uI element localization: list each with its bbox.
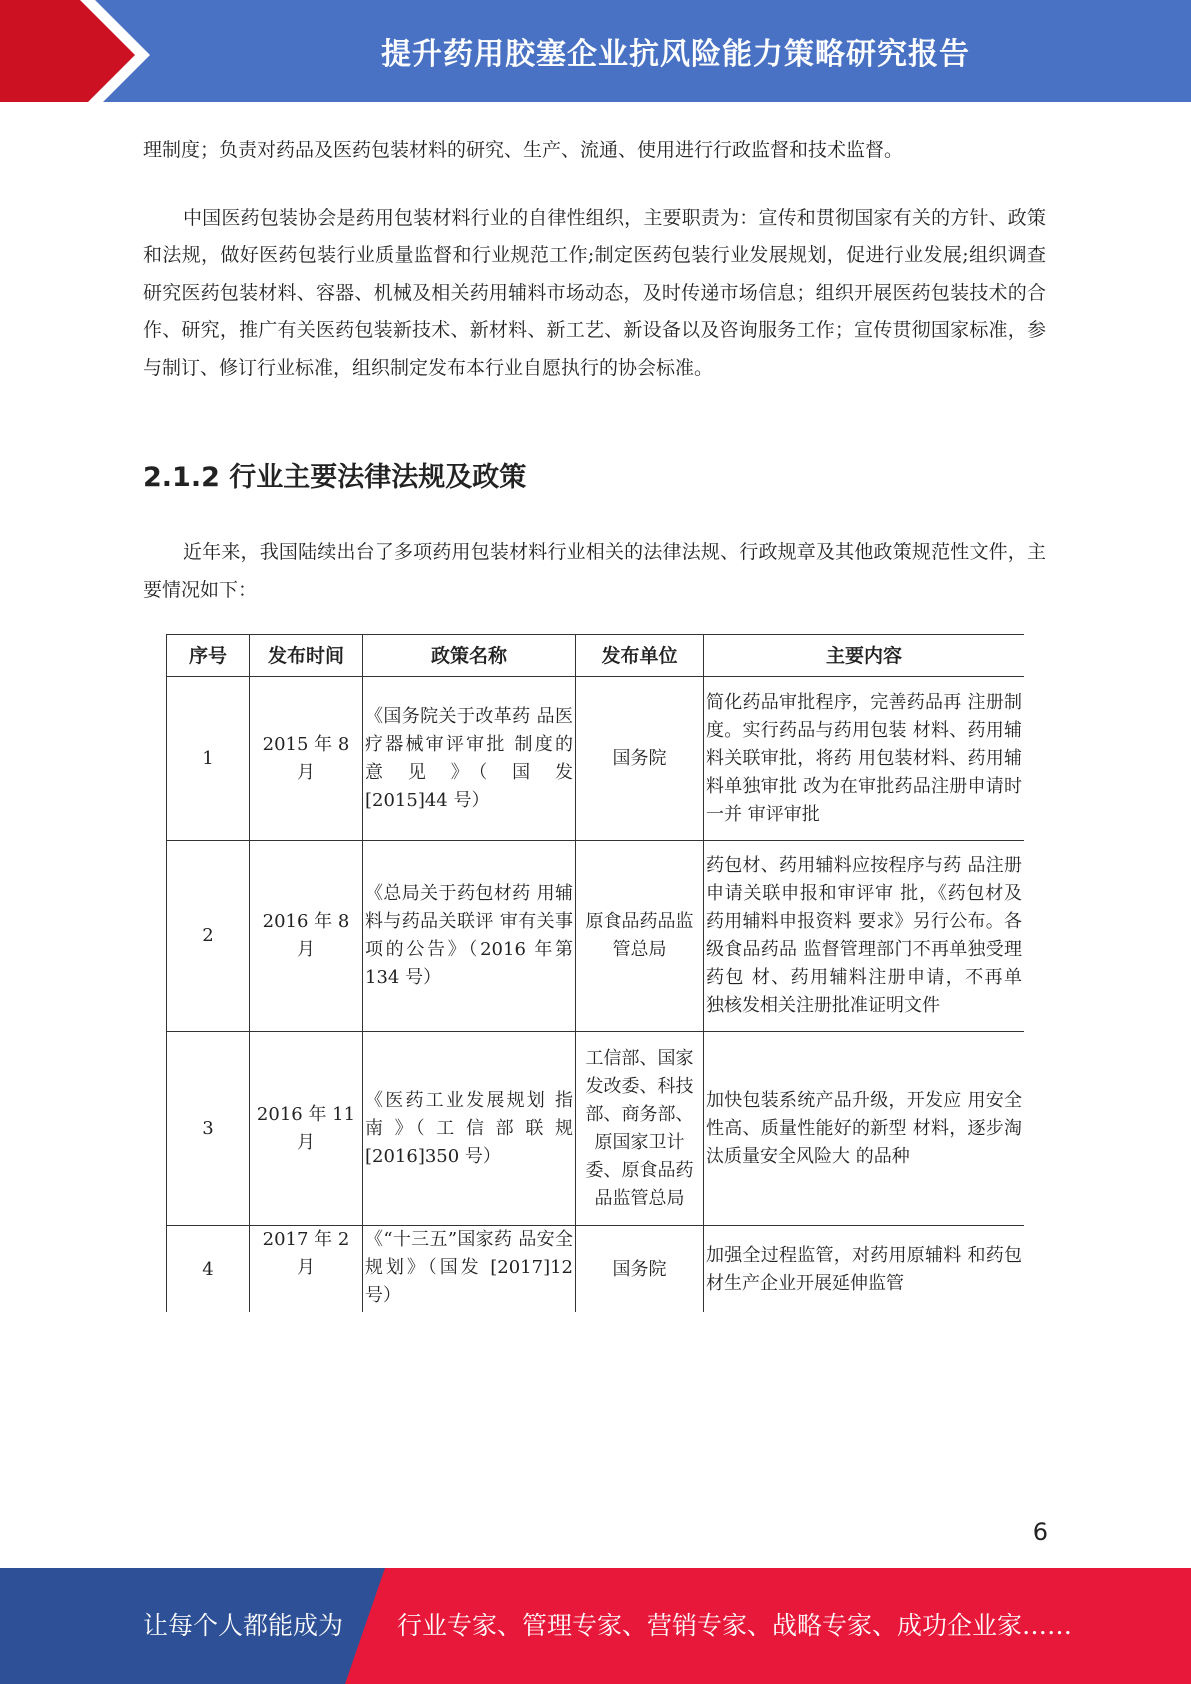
paragraph-association: 中国医药包装协会是药用包装材料行业的自律性组织，主要职责为：宣传和贯彻国家有关的方针、政策和法规，做好医药包装行业质量监督和行业规范工作;制定医药包装行业发展规划，促进行业发展;组织调查研究医药包装材料、容器、机械及相关药用辅料市场动态，及时传递市场信息；组织开展医药包装技术的合作、研究，推广有关医药包装新技术、新材料、新工艺、新设备以及咨询服务工作；宣传贯彻国家标准，参与制订、修订行业标准，组织制定发布本行业自愿执行的协会标准。 xyxy=(143,206,1046,379)
table-row xyxy=(167,1226,1025,1313)
footer-slogan-right: 行业专家、管理专家、营销专家、战略专家、成功企业家…… xyxy=(397,1611,1073,1640)
cell-issuer: 国务院 xyxy=(576,1226,704,1313)
footer-banner xyxy=(0,1568,1191,1684)
header-banner xyxy=(0,0,1191,110)
table-header-row xyxy=(167,635,1025,677)
cell-issuer: 原食品药品监管总局 xyxy=(576,841,704,1032)
column-header-issuer: 发布单位 xyxy=(576,635,704,677)
policy-table xyxy=(166,634,1024,1312)
column-header-no: 序号 xyxy=(167,635,250,677)
page-number: 6 xyxy=(1032,1518,1048,1546)
cell-issuer: 工信部、国家发改委、科技部、商务部、原国家卫计委、原食品药品监管总局 xyxy=(576,1032,704,1226)
footer-slogan-left: 让每个人都能成为 xyxy=(143,1611,344,1640)
cell-no: 2 xyxy=(167,841,250,1032)
policy-table-container xyxy=(166,634,1024,1312)
table-row xyxy=(167,841,1025,1032)
paragraph-continuation: 理制度；负责对药品及医药包装材料的研究、生产、流通、使用进行行政监督和技术监督。 xyxy=(143,139,904,161)
cell-date: 2016 年 11 月 xyxy=(250,1032,363,1226)
cell-policy-name: 《医药工业发展规划 指 南 》（ 工 信 部 联 规 [2016]350 号） xyxy=(363,1032,576,1226)
body-text xyxy=(143,132,1046,387)
cell-date: 2016 年 8 月 xyxy=(250,841,363,1032)
column-header-date: 发布时间 xyxy=(250,635,363,677)
table-row xyxy=(167,1032,1025,1226)
section-intro: 近年来，我国陆续出台了多项药用包装材料行业相关的法律法规、行政规章及其他政策规范性文件，主要情况如下： xyxy=(143,541,1046,601)
column-header-content: 主要内容 xyxy=(704,635,1025,677)
cell-no: 4 xyxy=(167,1226,250,1313)
cell-policy-name: 《“十三五”国家药 品安全规划》（国发 [2017]12 号） xyxy=(363,1226,576,1313)
cell-no: 3 xyxy=(167,1032,250,1226)
cell-content: 简化药品审批程序，完善药品再 注册制度。实行药品与药用包装 材料、药用辅料关联审批，将药 用包装材料、药用辅料单独审批 改为在审批药品注册申请时一并 审评审批 xyxy=(704,677,1025,841)
cell-date: 2015 年 8 月 xyxy=(250,677,363,841)
cell-policy-name: 《总局关于药包材药 用辅料与药品关联评 审有关事项的公告》（2016 年第 134 号） xyxy=(363,841,576,1032)
section-heading: 2.1.2 行业主要法律法规及政策 xyxy=(143,462,527,493)
cell-policy-name: 《国务院关于改革药 品医疗器械审评审批 制度的 意 见 》（ 国 发 [2015]44 号） xyxy=(363,677,576,841)
table-row xyxy=(167,677,1025,841)
cell-content: 药包材、药用辅料应按程序与药 品注册申请关联申报和审评审 批，《药包材及药用辅料申报资料 要求》另行公布。各级食品药品 监督管理部门不再单独受理药包 材、药用辅料注册申请，不再单 独核发相关注册批准证明文件 xyxy=(704,841,1025,1032)
cell-content: 加快包装系统产品升级，开发应 用安全性高、质量性能好的新型 材料，逐步淘汰质量安全风险大 的品种 xyxy=(704,1032,1025,1226)
cell-content: 加强全过程监管，对药用原辅料 和药包材生产企业开展延伸监管 xyxy=(704,1226,1025,1313)
cell-date: 2017 年 2 月 xyxy=(250,1226,363,1313)
cell-no: 1 xyxy=(167,677,250,841)
column-header-policy-name: 政策名称 xyxy=(363,635,576,677)
cell-issuer: 国务院 xyxy=(576,677,704,841)
report-title: 提升药用胶塞企业抗风险能力策略研究报告 xyxy=(381,37,970,72)
